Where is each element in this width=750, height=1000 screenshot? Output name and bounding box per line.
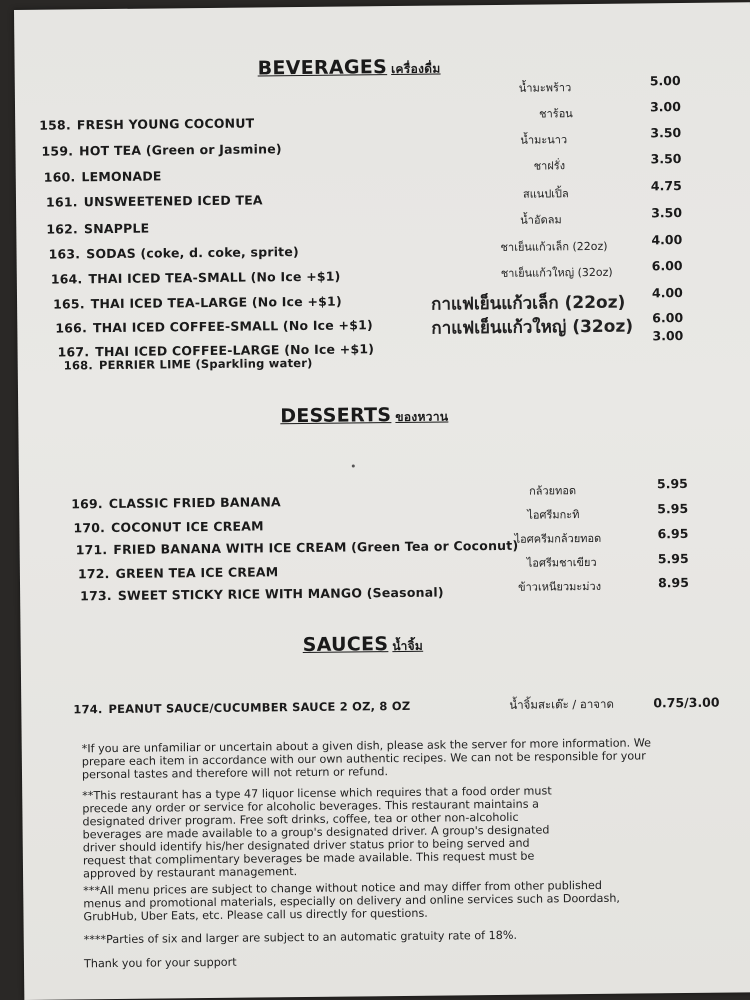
sauce-item-number: 174.: [73, 702, 103, 717]
beverage-price: 3.00: [652, 328, 684, 344]
menu-item-number: 161.: [45, 194, 78, 210]
menu-item: [48, 244, 299, 262]
menu-item-name: GREEN TEA ICE CREAM: [115, 564, 279, 581]
menu-item-name: FRIED BANANA WITH ICE CREAM (Green Tea or Coconut): [113, 537, 519, 557]
dessert-price: 5.95: [657, 550, 689, 567]
beverage-thai-name: ชาเย็นแก้วเล็ก (22oz): [500, 239, 608, 254]
menu-item-name: CLASSIC FRIED BANANA: [108, 494, 281, 512]
sauces-title-text: SAUCES: [302, 633, 389, 657]
menu-item-number: 164.: [50, 271, 83, 287]
menu-item-number: 167.: [57, 344, 90, 360]
menu-item-name: THAI ICED COFFEE-LARGE (No Ice +$1): [95, 341, 375, 360]
beverage-thai-name: กาแฟเย็นแก้วเล็ก (22oz): [431, 292, 626, 315]
menu-item-name: SODAS (coke, d. coke, sprite): [86, 244, 299, 262]
dessert-thai-name: กล้วยทอด: [528, 484, 577, 498]
menu-item-number: 170.: [73, 520, 106, 536]
menu-item: [51, 269, 341, 287]
dot-mark: [352, 464, 355, 467]
dessert-thai-name: ข้าวเหนียวมะม่วง: [518, 579, 602, 594]
menu-item-number: 158.: [39, 117, 71, 133]
beverage-price: 3.50: [650, 151, 682, 167]
beverage-price: 5.00: [649, 73, 681, 89]
menu-item-number: 171.: [75, 542, 108, 558]
menu-item-number: 172.: [77, 566, 110, 582]
menu-item-name: THAI ICED COFFEE-SMALL (No Ice +$1): [92, 317, 373, 336]
menu-item: [64, 356, 313, 373]
menu-item-name: SNAPPLE: [83, 220, 150, 237]
dessert-thai-name: ไอศครีมกล้วยทอด: [514, 531, 602, 546]
menu-item: [80, 585, 444, 604]
sauces-title: [303, 633, 424, 657]
menu-item-name: THAI ICED TEA-LARGE (No Ice +$1): [90, 293, 342, 312]
menu-item: [73, 518, 263, 535]
menu-item: [71, 494, 281, 511]
beverage-thai-name: ชาร้อน: [539, 107, 573, 121]
note-gratuity: ****Parties of six and larger are subject to an automatic gratuity rate of 18%.: [83, 928, 518, 947]
beverage-thai-name: น้ำอัดลม: [520, 213, 562, 227]
menu-item-name: LEMONADE: [81, 168, 162, 185]
note-thanks: Thank you for your support: [83, 955, 237, 971]
menu-page: [14, 2, 750, 1000]
menu-item-number: 159.: [41, 143, 74, 159]
beverage-price: 4.75: [650, 178, 682, 194]
menu-item: [53, 294, 342, 312]
menu-item: [76, 538, 519, 558]
menu-item: [55, 317, 373, 335]
menu-item-name: FRESH YOUNG COCONUT: [76, 115, 255, 133]
beverages-title-thai: เครื่องดื่ม: [391, 61, 441, 77]
beverage-thai-name: น้ำมะนาว: [520, 133, 568, 147]
menu-item: [46, 221, 149, 237]
desserts-title-thai: ของหวาน: [395, 409, 449, 425]
menu-item-name: COCONUT ICE CREAM: [111, 518, 264, 536]
dessert-price: 6.95: [657, 525, 689, 542]
sauce-item-thai: น้ำจิ้มสะเต๊ะ / อาจาด: [509, 696, 614, 712]
dessert-price: 8.95: [657, 574, 689, 591]
menu-item-number: 163.: [48, 246, 81, 262]
beverage-price: 3.50: [650, 125, 682, 141]
menu-item-number: 162.: [46, 221, 79, 237]
menu-item-number: 160.: [43, 169, 76, 185]
menu-item-name: UNSWEETENED ICED TEA: [83, 192, 263, 210]
sauce-item-name: PEANUT SAUCE/CUCUMBER SAUCE 2 OZ, 8 OZ: [108, 698, 411, 717]
menu-item-number: 165.: [53, 296, 85, 312]
beverage-thai-name: สแนปเปิ้ล: [522, 187, 569, 201]
beverage-price: 3.00: [649, 99, 681, 115]
beverage-thai-name: กาแฟเย็นแก้วใหญ่ (32oz): [431, 316, 634, 339]
menu-item-name: SWEET STICKY RICE WITH MANGO (Seasonal): [117, 584, 444, 603]
menu-item-number: 166.: [55, 320, 88, 336]
menu-item-name: PERRIER LIME (Sparkling water): [98, 355, 313, 373]
beverages-title: [258, 56, 441, 81]
menu-item-number: 173.: [80, 588, 112, 604]
note-prices-change: ***All menu prices are subject to change without notice and may differ from other published menus and promotional materials, especially on delivery and online services such as Doordash, GrubHub, Uber Eats, etc. Please call us directly for questions.: [83, 878, 621, 924]
menu-item: [46, 192, 263, 209]
dessert-price: 5.95: [657, 500, 689, 517]
beverage-price: 4.00: [651, 285, 683, 301]
beverage-thai-name: ชาเย็นแก้วใหญ่ (32oz): [500, 265, 613, 280]
menu-item: [39, 115, 254, 132]
dessert-thai-name: ไอศรีมกะทิ: [527, 508, 580, 522]
beverage-price: 6.00: [652, 310, 684, 326]
desserts-title: [280, 403, 448, 428]
sauce-item-price: 0.75/3.00: [653, 694, 720, 711]
beverage-thai-name: น้ำมะพร้าว: [518, 81, 572, 95]
menu-item-name: HOT TEA (Green or Jasmine): [79, 141, 282, 159]
note-unfamiliar: *If you are unfamiliar or uncertain about a given dish, please ask the server for more information. We prepare each item in accordance with our own authentic recipes. We can not be responsible for your personal tastes and therefore will not return or refund.: [81, 736, 652, 782]
beverage-price: 4.00: [651, 232, 683, 248]
menu-item-name: THAI ICED TEA-SMALL (No Ice +$1): [88, 268, 341, 287]
dessert-price: 5.95: [656, 475, 688, 492]
dessert-thai-name: ไอศรีมชาเขียว: [526, 555, 597, 570]
sauce-item: [73, 699, 410, 717]
beverage-price: 6.00: [651, 258, 683, 274]
beverages-title-text: BEVERAGES: [257, 56, 388, 80]
beverage-price: 3.50: [651, 205, 683, 221]
menu-item: [44, 168, 162, 184]
menu-item-number: 168.: [63, 358, 93, 373]
menu-item: [78, 564, 279, 581]
desserts-title-text: DESSERTS: [280, 404, 392, 428]
beverage-thai-name: ชาฝรั่ง: [533, 159, 566, 173]
note-liquor-license: **This restaurant has a type 47 liquor license which requires that a food order must precede any order or service for alcoholic beverages. This restaurant maintains a designated driver program. Free soft drinks, coffee, tea or other non-alcoholic beverages are made available to a group's designated driver. A group's designated driver should identify his/her designated driver status prior to being served and request that complimentary beverages be made available. This request must be approved by restaurant management.: [82, 784, 552, 881]
menu-item: [41, 141, 281, 159]
sauces-title-thai: น้ำจิ้ม: [392, 638, 424, 654]
menu-item-number: 169.: [71, 496, 103, 512]
